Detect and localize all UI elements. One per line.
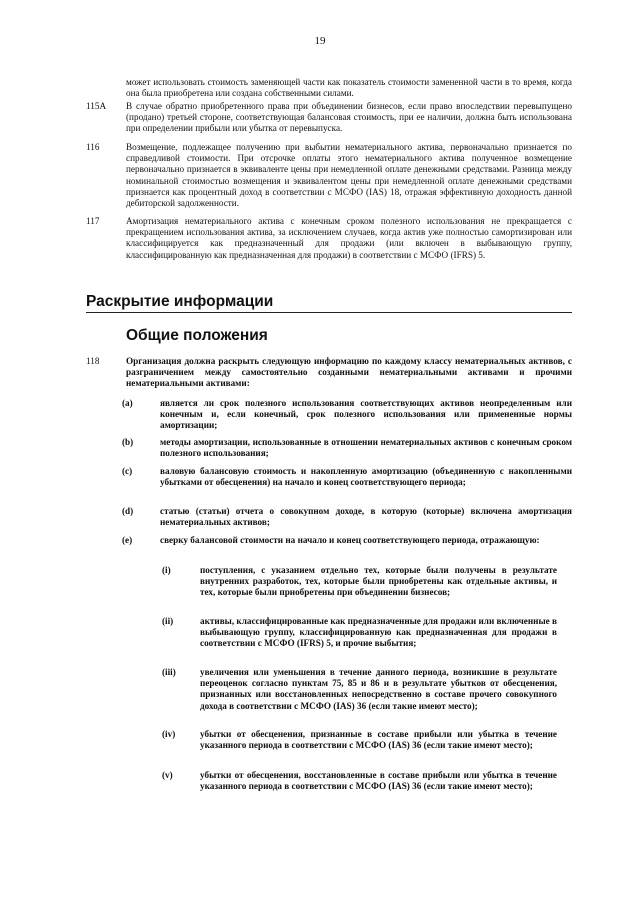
list-item-d <box>122 506 572 528</box>
item-label: (e) <box>122 535 133 545</box>
sub-item-iv <box>162 729 557 751</box>
list-item-b <box>122 437 572 459</box>
list-item-e <box>122 535 572 546</box>
item-text: увеличения или уменьшения в течение данного периода, возникшие в результате переоценок согласно пунктам 75, 85 и 86 и в результате убытков от обесценения, признанных или восстановленных непосредственно в составе прочего совокупного дохода в соответствии с МСФО (IAS) 36 (если такие имеют место); <box>200 667 557 711</box>
paragraph-number: 118 <box>86 356 100 366</box>
item-label: (iv) <box>162 729 176 739</box>
item-label: (b) <box>122 437 134 447</box>
item-text: статью (статьи) отчета о совокупном доходе, в которую (которые) включена амортизация нематериальных активов; <box>160 506 572 528</box>
item-text: методы амортизации, использованные в отношении нематериальных активов с конечным сроком полезного использования; <box>160 437 572 459</box>
sub-item-v <box>162 770 557 792</box>
item-label: (ii) <box>162 616 174 626</box>
item-label: (c) <box>122 466 133 476</box>
paragraph-117 <box>86 216 572 261</box>
subsection-heading: Общие положения <box>126 327 268 344</box>
paragraph-118 <box>86 356 572 390</box>
paragraph-number: 117 <box>86 216 100 226</box>
list-item-a <box>122 398 572 432</box>
paragraph-text: Организация должна раскрыть следующую информацию по каждому классу нематериальных активов, с разграничением между самостоятельно созданными нематериальными активами и прочими нематериальными активами: <box>126 356 572 389</box>
paragraph-116 <box>86 142 572 209</box>
continuation-text: может использовать стоимость заменяющей части как показатель стоимости замененной части в то время, когда она была приобретена или создана собственными силами. <box>126 77 572 99</box>
section-heading-rule <box>86 312 572 313</box>
page-number: 19 <box>314 35 326 47</box>
item-label: (v) <box>162 770 173 780</box>
sub-item-iii <box>162 667 557 712</box>
item-text: активы, классифицированные как предназначенные для продажи или включенные в выбывающую группу, классифицированную как предназначенная для продажи в соответствии с МСФО (IFRS) 5, и прочие выбытия; <box>200 616 557 649</box>
item-text: убытки от обесценения, восстановленные в составе прибыли или убытка в течение указанного периода в соответствии с МСФО (IAS) 36 (если такие имеют место); <box>200 770 557 792</box>
paragraph-number: 116 <box>86 142 100 152</box>
section-heading: Раскрытие информации <box>86 293 274 310</box>
sub-item-i <box>162 565 557 599</box>
paragraph-text: Возмещение, подлежащее получению при выбытии нематериального актива, первоначально признается по справедливой стоимости. При отсрочке оплаты этого нематериального актива полученное возмещение первоначально признается в эквиваленте цены при немедленной оплате денежными средствами. Разница между номинальной стоимостью возмещения и эквивалентом цены при немедленной оплате денежными средствами признается как процентный доход в соответствии с МСФО (IAS) 18, отражая эффективную доходность данной дебиторской задолженности. <box>126 142 572 209</box>
item-label: (a) <box>122 398 133 408</box>
sub-item-ii <box>162 616 557 650</box>
paragraph-115a <box>86 101 572 135</box>
item-text: сверку балансовой стоимости на начало и конец соответствующего периода, отражающую: <box>160 535 540 545</box>
item-label: (i) <box>162 565 171 575</box>
list-item-c <box>122 466 572 488</box>
paragraph-text: Амортизация нематериального актива с конечным сроком полезного использования не прекращается с прекращением использования актива, за исключением случаев, когда актив уже полностью самортизирован или классифицируется как предназначенный для продажи (или включен в выбывающую группу, классифицированную как предназначенная для продажи) в соответствии с МСФО (IFRS) 5. <box>126 216 572 260</box>
paragraph-text: В случае обратно приобретенного права при объединении бизнесов, если право впоследствии перевыпущено (продано) третьей стороне, соответствующая балансовая стоимость, при ее наличии, должна быть использована при определении прибыли или убытка от перевыпуска. <box>126 101 572 134</box>
item-text: поступления, с указанием отдельно тех, которые были получены в результате внутренних разработок, тех, которые были приобретены как отдельные активы, и тех, которые были приобретены при объединении бизнесов; <box>200 565 557 598</box>
item-label: (d) <box>122 506 134 516</box>
item-text: валовую балансовую стоимость и накопленную амортизацию (объединенную с накопленными убытками от обесценения) на начало и конец соответствующего периода; <box>160 466 572 488</box>
paragraph-number: 115A <box>86 101 107 111</box>
item-text: является ли срок полезного использования соответствующих активов неопределенным или конечным и, если конечный, срок полезного использования или примененные нормы амортизации; <box>160 398 572 431</box>
item-text: убытки от обесценения, признанные в составе прибыли или убытка в течение указанного периода в соответствии с МСФО (IAS) 36 (если такие имеют место); <box>200 729 557 751</box>
item-label: (iii) <box>162 667 176 677</box>
